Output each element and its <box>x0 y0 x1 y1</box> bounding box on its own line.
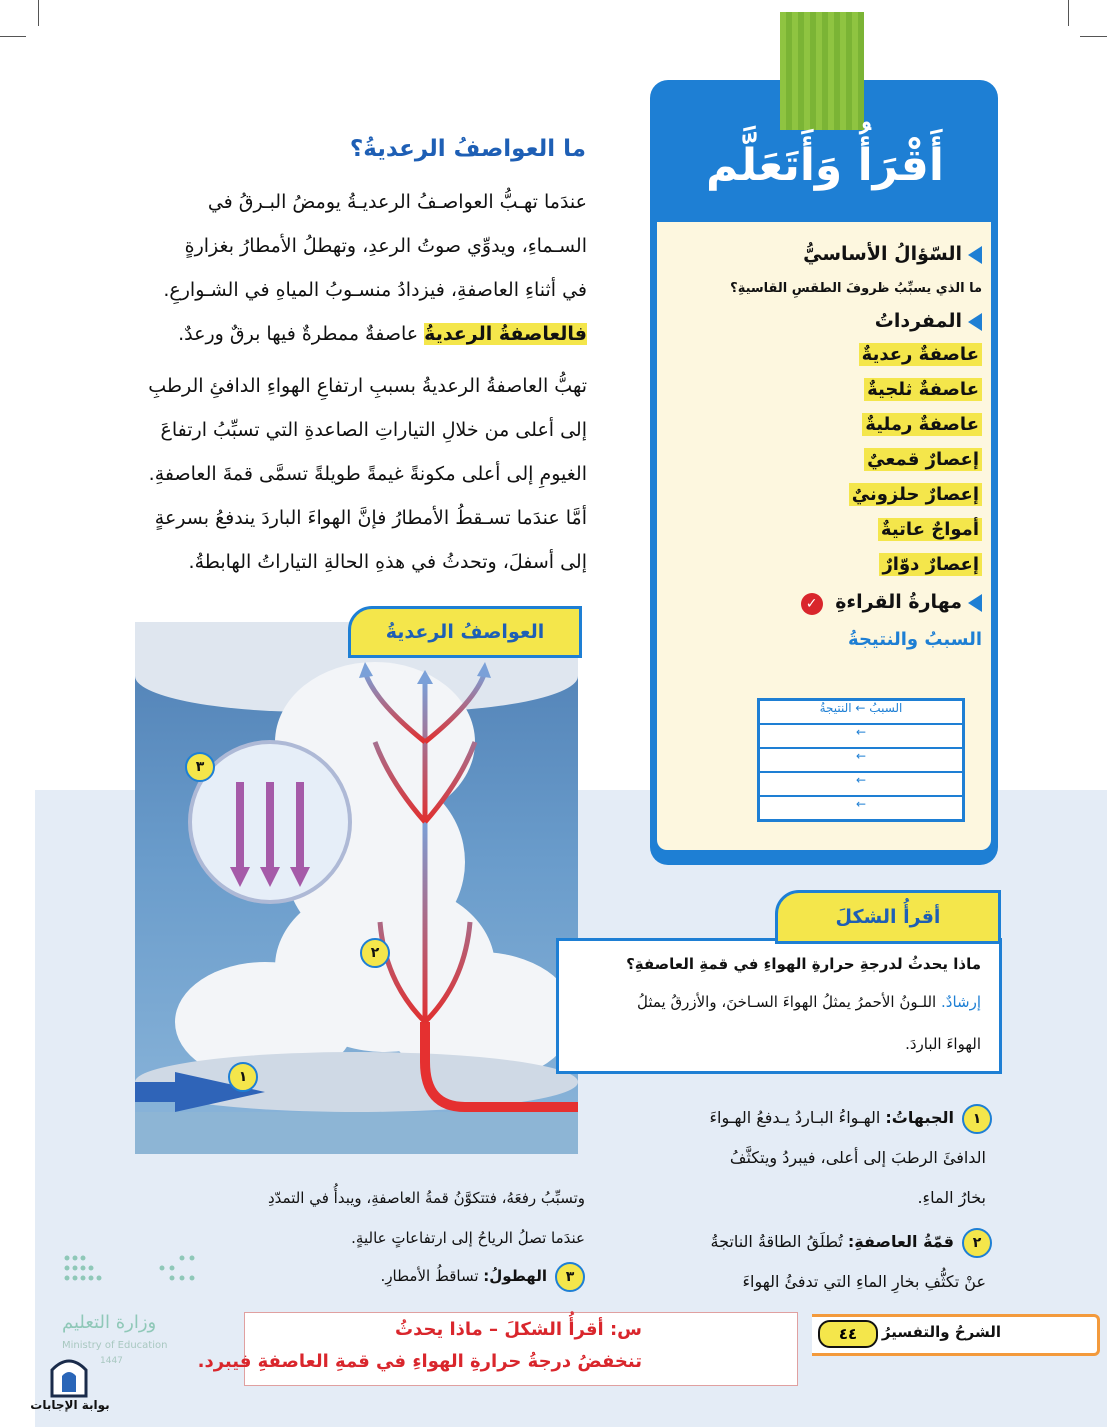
vocab-list <box>670 344 982 589</box>
ministry-name-en: Ministry of Education <box>62 1340 168 1351</box>
page-number: ٤٤ <box>818 1320 878 1348</box>
answer-question: س: أقرأُ الشكلَ – ماذا يحدثُ <box>395 1319 642 1340</box>
essential-question-heading: السّؤالُ الأساسيُّ <box>803 243 962 265</box>
table-header: السببُ ← النتيجةُ <box>819 701 903 715</box>
air-current-arrows <box>135 622 578 1154</box>
caption-term: الهطولُ: <box>483 1267 547 1285</box>
watermark-text: بوابة الإجابات <box>30 1398 110 1412</box>
watermark-logo-icon <box>48 1352 90 1398</box>
caption-text: بخارُ الماءِ. <box>917 1188 986 1207</box>
text-line: تهبُّ العاصفةُ الرعديةُ بسببِ ارتفاعِ الهواءِ الدافئِ الرطبِ <box>148 375 587 397</box>
answer-text: تنخفضُ درجةُ حرارةِ الهواءِ في قمةِ العاصفةِ فيبرد. <box>197 1351 642 1372</box>
hint-line <box>581 993 981 1011</box>
definition-line <box>135 312 587 356</box>
caption-text: تُطلَقُ الطاقةُ الناتجةُ <box>710 1232 843 1251</box>
card-title: أَقْرَأُ وَأَتَعَلَّم <box>706 140 944 191</box>
definition-term: فالعاصفةُ الرعديةُ <box>424 323 587 345</box>
read-figure-tab <box>775 890 1001 944</box>
essential-question-section <box>670 243 982 650</box>
ministry-logo-icon <box>62 1250 202 1294</box>
hint-label: إرشادٌ. <box>941 993 981 1011</box>
text-line: إلى أعلى من خلالِ التياراتِ الصاعدةِ التي تسبِّبُ ارتفاعَ <box>160 419 587 441</box>
marker-2: ٢ <box>360 938 390 968</box>
caption-text: الهـواءُ البـاردُ يـدفعُ الهـواءَ <box>709 1108 881 1127</box>
caption-text: تساقطُ الأمطارِ. <box>380 1267 479 1285</box>
text-line: السـماءِ، ويدوِّي صوتُ الرعدِ، وتهطلُ الأمطارُ بغزارةٍ <box>184 235 587 257</box>
vocab-heading: المفرداتُ <box>874 310 962 332</box>
ministry-name-ar: وزارة التعليم <box>62 1312 157 1333</box>
caption-number: ١ <box>962 1104 992 1134</box>
answer-box <box>197 1312 798 1386</box>
crop-mark <box>0 36 26 37</box>
hint-line-2: الهواءَ الباردَ. <box>905 1035 981 1053</box>
footer-strip <box>812 1314 1100 1356</box>
table-row: ← <box>760 771 962 795</box>
vocab-item: إعصارٌ قمعيٌ <box>670 449 982 484</box>
triangle-icon <box>968 313 982 331</box>
section-name: الشرحُ والتفسيرُ <box>881 1323 1001 1341</box>
read-figure-label: أقرأُ الشكلَ <box>835 906 941 928</box>
table-row: ← <box>760 723 962 747</box>
table-row: ← <box>760 795 962 819</box>
marker-3: ٣ <box>185 752 215 782</box>
crop-mark <box>1068 0 1069 26</box>
caption-3 <box>320 1256 585 1296</box>
checkmark-icon: ✓ <box>801 593 823 615</box>
text-line: أمَّا عندَما تسـقطُ الأمطارُ فإنَّ الهواءَ الباردَ يندفعُ بسرعةٍ <box>154 507 587 529</box>
paragraph-2 <box>135 364 587 584</box>
thunderstorm-illustration <box>135 622 578 1154</box>
text-line: عندَما تهـبُّ العواصـفُ الرعديـةُ يومضُ البـرقُ في <box>207 191 587 213</box>
vocab-item: أمواجٌ عاتيةٌ <box>670 519 982 554</box>
definition-text: عاصفةٌ ممطرةٌ فيها برقٌ ورعدٌ. <box>178 323 419 345</box>
ministry-year: 1447 <box>100 1356 123 1366</box>
marker-1: ١ <box>228 1062 258 1092</box>
caption-term: الجبهاتُ: <box>885 1108 954 1127</box>
vocab-item: عاصفةٌ رمليةٌ <box>670 414 982 449</box>
caption-text: الدافئَ الرطبَ إلى أعلى، فيبردُ ويتكثَّفُ <box>729 1148 986 1167</box>
caption-2 <box>632 1222 992 1302</box>
figure-question: ماذا يحدثُ لدرجةِ حرارةِ الهواءِ في قمةِ العاصفةِ؟ <box>626 955 981 973</box>
caption-number: ٢ <box>962 1228 992 1258</box>
triangle-icon <box>968 246 982 264</box>
vocab-item: عاصفةٌ ثلجيةٌ <box>670 379 982 414</box>
caption-text: عنْ تكثُّفِ بخارِ الماءِ التي تدفئُ الهواءَ <box>742 1272 986 1291</box>
skill-name: السببُ والنتيجةُ <box>848 629 982 650</box>
crop-mark <box>1080 36 1107 37</box>
caption-text: عندَما تصلُ الرياحُ إلى ارتفاعاتٍ عاليةٍ. <box>351 1229 585 1247</box>
figure-title: العواصفُ الرعديةُ <box>385 621 545 643</box>
cause-effect-table <box>757 698 965 822</box>
essential-question: ما الذي يسبِّبُ ظروفَ الطقسِ القاسيةِ؟ <box>730 281 982 296</box>
text-line: الغيومِ إلى أعلى مكونةً غيمةً طويلةً تسمَّى قمةَ العاصفةِ. <box>148 463 587 485</box>
crop-mark <box>38 0 39 26</box>
table-row: ← <box>760 747 962 771</box>
bookmark-ribbon <box>780 12 864 130</box>
figure-title-tab <box>348 606 582 658</box>
hint-text: اللـونُ الأحمرُ يمثلُ الهواءَ السـاخنَ، والأزرقُ يمثلُ <box>637 993 937 1011</box>
vocab-item: إعصارٌ دوّارٌ <box>670 554 982 589</box>
skill-heading: مهارةُ القراءةِ <box>835 591 962 613</box>
text-line: في أثناءِ العاصفةِ، فيزدادُ منسـوبُ المياهِ في الشـوارعِ. <box>163 279 587 301</box>
vocab-item: إعصارٌ حلزونيٌ <box>670 484 982 519</box>
paragraph-1 <box>135 180 587 356</box>
read-figure-box <box>556 938 1002 1074</box>
caption-1 <box>632 1098 992 1218</box>
triangle-icon <box>968 594 982 612</box>
caption-text: وتسبِّبُ رفعَهُ، فتتكوَّنُ قمةُ العاصفةِ، ويبدأُ في التمدّدِ <box>267 1189 585 1207</box>
section-heading: ما العواصفُ الرعديةُ؟ <box>349 136 586 162</box>
vocab-item: عاصفةٌ رعديةٌ <box>670 344 982 379</box>
text-line: إلى أسفلَ، وتحدثُ في هذهِ الحالةِ التياراتُ الهابطةُ. <box>188 551 587 573</box>
caption-term: قمّةُ العاصفةِ: <box>847 1232 954 1251</box>
caption-continued <box>135 1178 585 1258</box>
caption-number: ٣ <box>555 1262 585 1292</box>
